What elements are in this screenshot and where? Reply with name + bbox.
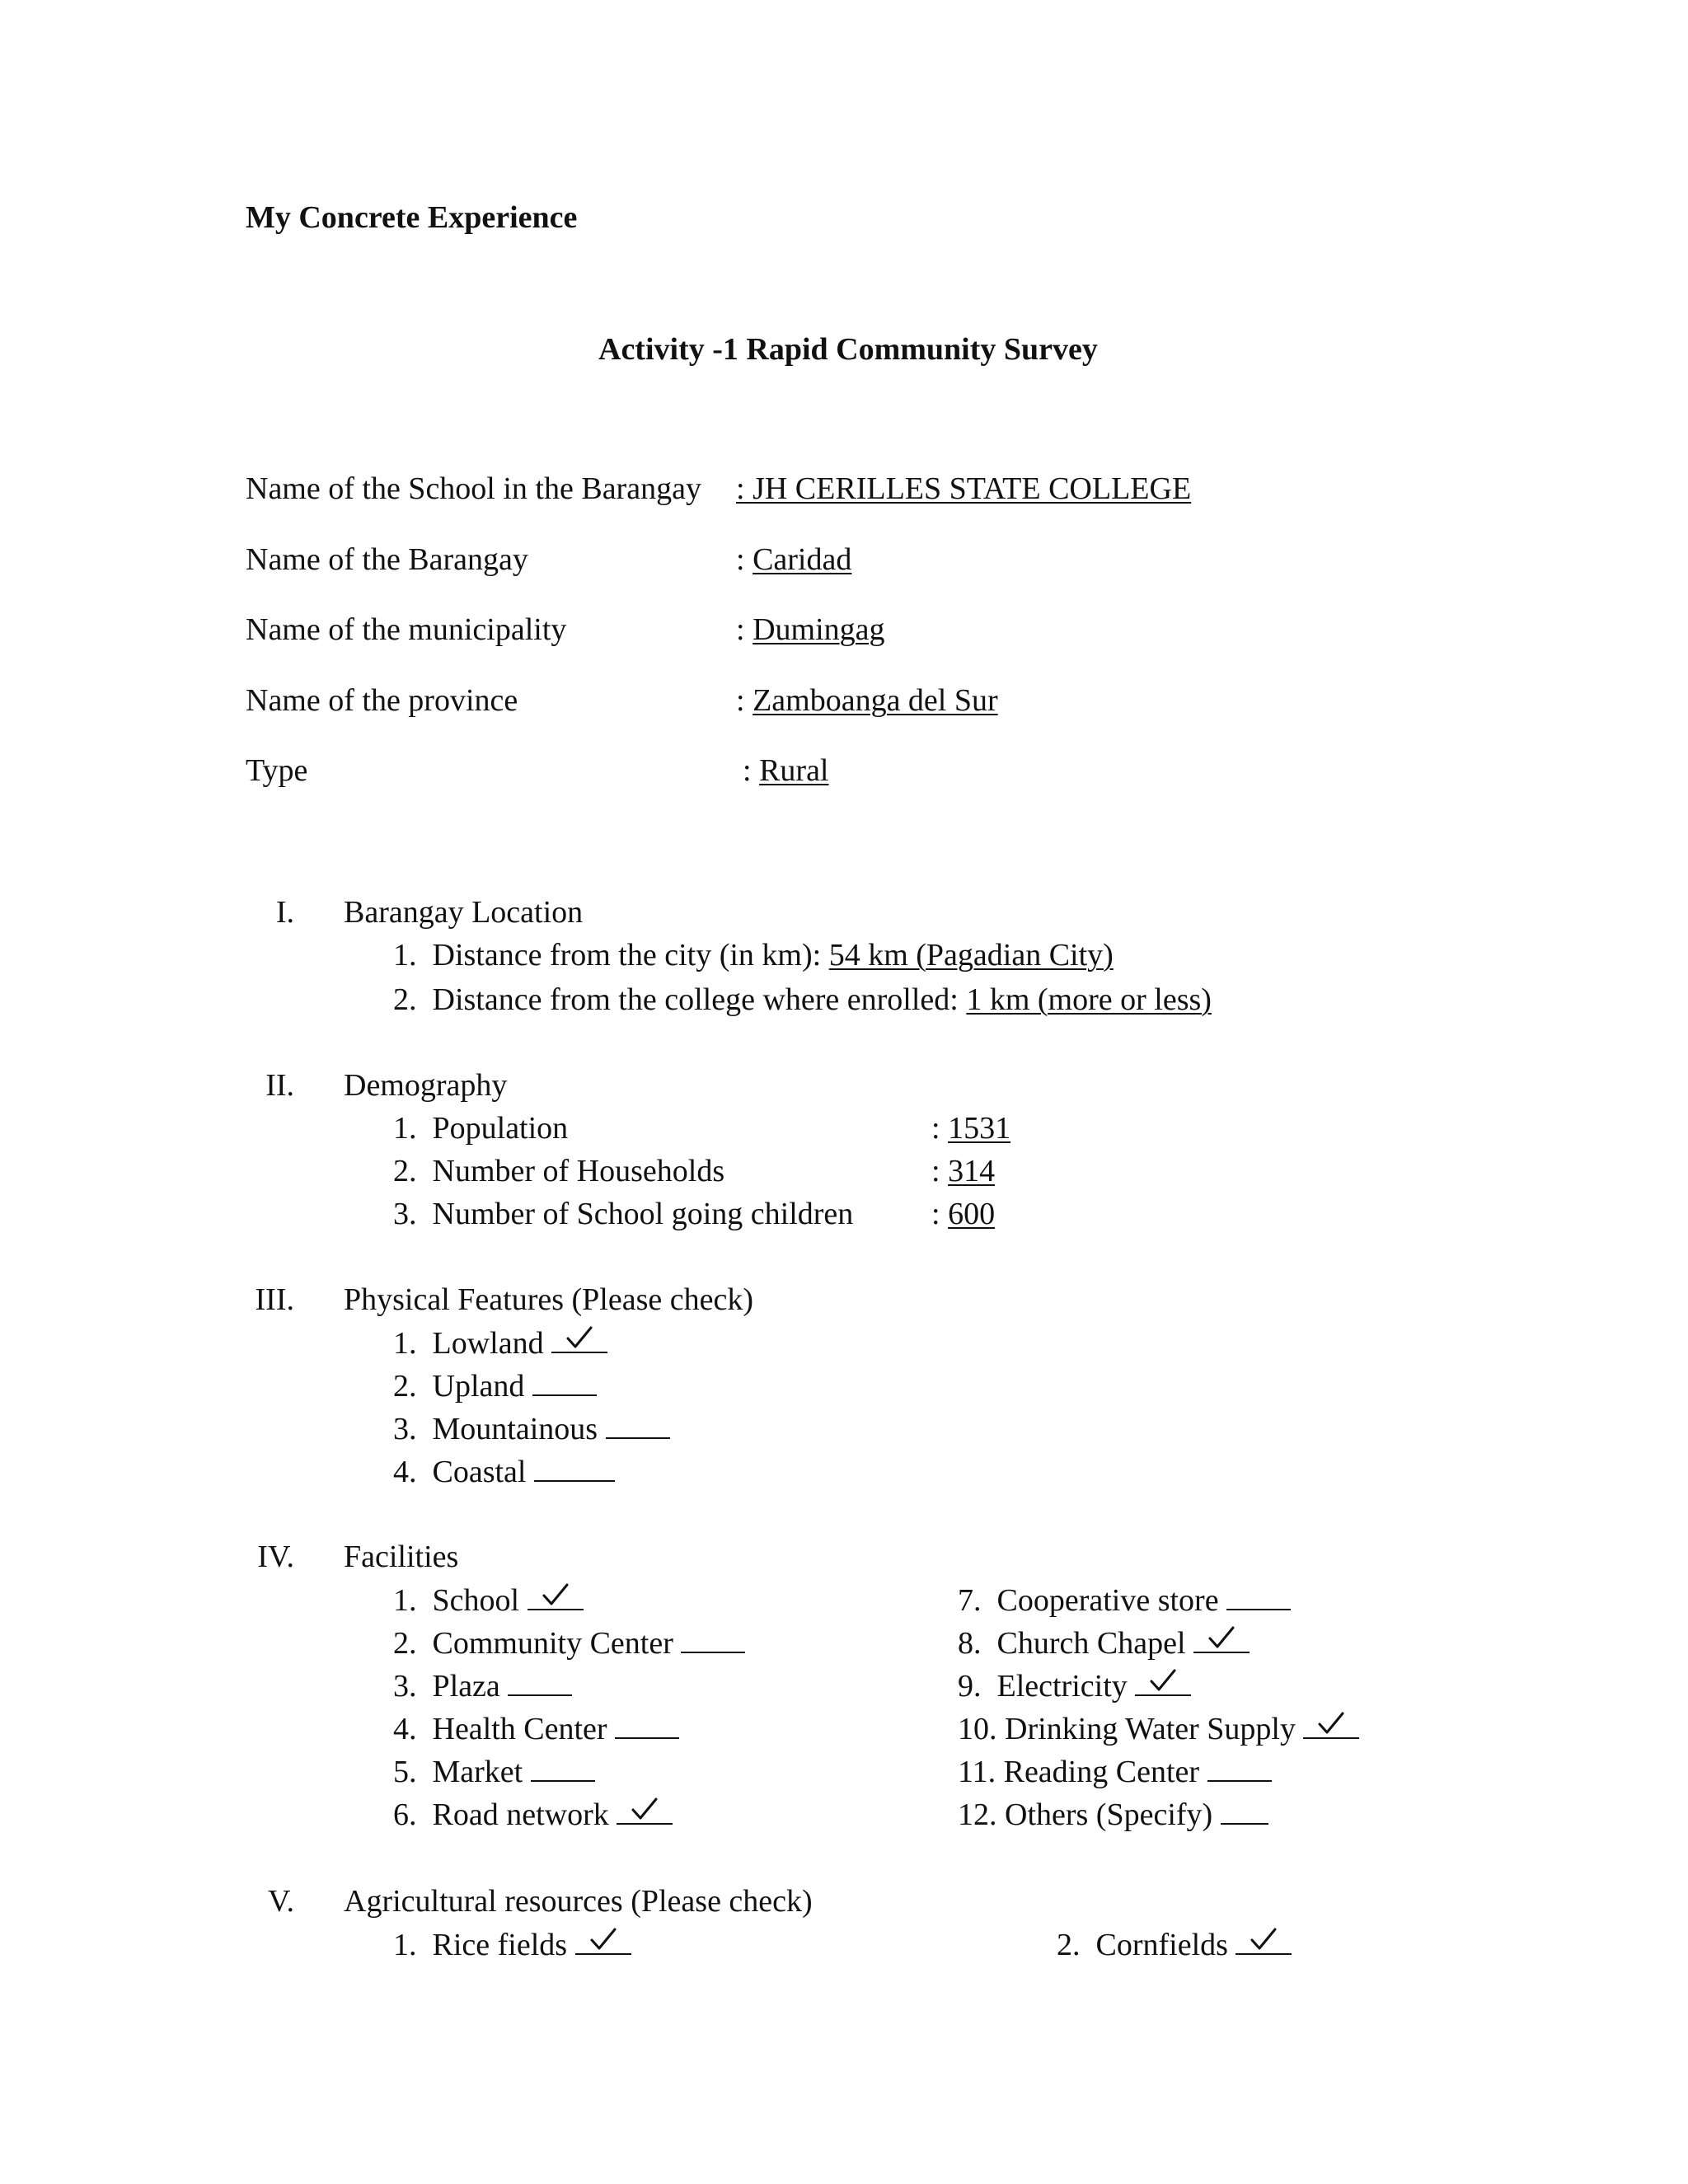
item-label: Upland	[432, 1369, 525, 1404]
municipality-label: Name of the municipality	[246, 612, 567, 647]
check-blank	[615, 1713, 679, 1739]
item-label: Market	[432, 1755, 523, 1789]
item-label: Distance from the city (in km):	[432, 938, 822, 972]
checklist-item	[393, 1798, 673, 1830]
item-number: 2.	[1057, 1928, 1081, 1962]
check-blank	[528, 1584, 584, 1610]
check-blank	[681, 1627, 745, 1653]
item-number: 1.	[393, 1928, 417, 1962]
item-label: Number of School going children	[432, 1197, 854, 1231]
checklist-item	[958, 1755, 1272, 1788]
section-title: Barangay Location	[344, 895, 584, 930]
checklist-item	[393, 1713, 679, 1745]
check-blank	[531, 1755, 595, 1782]
check-blank	[575, 1929, 631, 1955]
colon: :	[743, 753, 752, 788]
list-item	[393, 1198, 853, 1230]
checkmark-icon	[565, 1325, 593, 1350]
item-label: Coastal	[432, 1455, 527, 1489]
checklist-item	[393, 1627, 745, 1659]
item-label: Lowland	[432, 1326, 544, 1361]
check-blank	[532, 1370, 597, 1396]
item-label: School	[432, 1583, 520, 1618]
checklist-item	[1057, 1929, 1292, 1961]
item-number: 10.	[958, 1712, 997, 1746]
check-blank	[508, 1670, 572, 1696]
item-number: 3.	[393, 1669, 417, 1704]
item-label: Community Center	[432, 1626, 673, 1661]
section-title: Agricultural resources (Please check)	[344, 1884, 813, 1919]
checklist-item	[958, 1713, 1359, 1745]
check-blank	[1303, 1713, 1359, 1739]
barangay-name: Caridad	[753, 542, 852, 577]
item-number: 1.	[393, 1326, 417, 1361]
item-number: 1.	[393, 938, 417, 972]
province-value	[736, 685, 998, 716]
item-number: 1.	[393, 1583, 417, 1618]
checkmark-icon	[1250, 1927, 1278, 1952]
check-blank	[1207, 1755, 1272, 1782]
item-value	[931, 1155, 995, 1187]
checkmark-icon	[1207, 1625, 1236, 1650]
item-label: Cornfields	[1095, 1928, 1228, 1962]
barangay-label: Name of the Barangay	[246, 542, 528, 577]
item-label: Cooperative store	[996, 1583, 1219, 1618]
item-label: Mountainous	[432, 1412, 598, 1446]
check-blank	[617, 1798, 673, 1825]
check-blank	[534, 1455, 615, 1482]
item-number: 4.	[393, 1712, 417, 1746]
colon: :	[736, 683, 745, 718]
municipality-name: Dumingag	[753, 612, 885, 647]
type-value	[743, 755, 829, 786]
check-blank	[1221, 1798, 1268, 1825]
checklist-item	[393, 1327, 607, 1359]
school-value	[736, 473, 1191, 504]
checkmark-icon	[631, 1797, 659, 1821]
school-label: Name of the School in the Barangay	[246, 471, 701, 506]
checklist-item	[958, 1584, 1291, 1616]
list-item	[393, 940, 1114, 971]
item-number: 11.	[958, 1755, 996, 1789]
checkmark-icon	[542, 1582, 570, 1607]
item-number: 3.	[393, 1412, 417, 1446]
children-value: 600	[948, 1197, 996, 1231]
item-label: Others (Specify)	[1005, 1797, 1213, 1832]
list-item	[393, 984, 1212, 1015]
type-name: Rural	[759, 753, 829, 788]
colon: :	[931, 1111, 940, 1146]
section-title: Physical Features (Please check)	[344, 1282, 753, 1317]
item-number: 2.	[393, 1626, 417, 1661]
item-value: 54 km (Pagadian City)	[828, 938, 1114, 972]
item-number: 2.	[393, 982, 417, 1017]
check-blank	[606, 1413, 670, 1439]
municipality-value	[736, 614, 885, 645]
item-label: Health Center	[432, 1712, 607, 1746]
item-number: 2.	[393, 1369, 417, 1404]
households-value: 314	[948, 1154, 996, 1188]
province-label: Name of the province	[246, 683, 518, 718]
item-label: Plaza	[432, 1669, 500, 1704]
item-value	[931, 1198, 995, 1230]
province-name: Zamboanga del Sur	[753, 683, 998, 718]
colon: :	[931, 1154, 940, 1188]
item-number: 7.	[958, 1583, 982, 1618]
item-label: Road network	[432, 1797, 609, 1832]
item-value	[931, 1113, 1010, 1144]
checklist-item	[958, 1670, 1191, 1702]
section-number: I.	[275, 895, 294, 930]
colon: :	[931, 1197, 940, 1231]
checklist-item	[393, 1584, 584, 1616]
colon: :	[736, 542, 745, 577]
item-label: Population	[432, 1111, 569, 1146]
page-heading: My Concrete Experience	[246, 200, 578, 235]
item-value: 1 km (more or less)	[966, 982, 1212, 1017]
section-number: III.	[255, 1282, 294, 1317]
item-number: 6.	[393, 1797, 417, 1832]
type-label: Type	[246, 753, 308, 788]
item-number: 9.	[958, 1669, 982, 1704]
item-number: 5.	[393, 1755, 417, 1789]
item-label: Number of Households	[432, 1154, 725, 1188]
check-blank	[1135, 1670, 1191, 1696]
check-blank	[1236, 1929, 1292, 1955]
item-label: Reading Center	[1003, 1755, 1200, 1789]
colon: :	[736, 612, 745, 647]
checklist-item	[393, 1929, 631, 1961]
checkmark-icon	[589, 1927, 617, 1952]
section-number: II.	[265, 1068, 294, 1103]
section-title: Facilities	[344, 1540, 459, 1574]
item-label: Church Chapel	[996, 1626, 1186, 1661]
checklist-item	[958, 1627, 1250, 1659]
item-number: 1.	[393, 1111, 417, 1146]
checklist-item	[393, 1455, 615, 1488]
section-number: IV.	[257, 1540, 294, 1574]
item-label: Distance from the college where enrolled:	[432, 982, 959, 1017]
check-blank	[1193, 1627, 1250, 1653]
list-item	[393, 1155, 724, 1187]
check-blank	[551, 1327, 607, 1353]
barangay-value	[736, 544, 851, 575]
colon: :	[736, 471, 745, 506]
population-value: 1531	[948, 1111, 1011, 1146]
item-number: 3.	[393, 1197, 417, 1231]
item-label: Drinking Water Supply	[1005, 1712, 1296, 1746]
checklist-item	[958, 1798, 1268, 1830]
item-number: 4.	[393, 1455, 417, 1489]
section-title: Demography	[344, 1068, 508, 1103]
checkmark-icon	[1317, 1711, 1345, 1736]
item-number: 12.	[958, 1797, 997, 1832]
item-number: 8.	[958, 1626, 982, 1661]
checkmark-icon	[1149, 1668, 1177, 1693]
checklist-item	[393, 1413, 670, 1445]
checklist-item	[393, 1370, 597, 1402]
item-label: Rice fields	[432, 1928, 568, 1962]
check-blank	[1226, 1584, 1291, 1610]
item-number: 2.	[393, 1154, 417, 1188]
activity-title: Activity -1 Rapid Community Survey	[598, 332, 1098, 367]
checklist-item	[393, 1755, 595, 1788]
checklist-item	[393, 1670, 572, 1702]
school-name: JH CERILLES STATE COLLEGE	[753, 471, 1192, 506]
section-number: V.	[267, 1884, 294, 1919]
list-item	[393, 1113, 568, 1144]
item-label: Electricity	[996, 1669, 1128, 1704]
